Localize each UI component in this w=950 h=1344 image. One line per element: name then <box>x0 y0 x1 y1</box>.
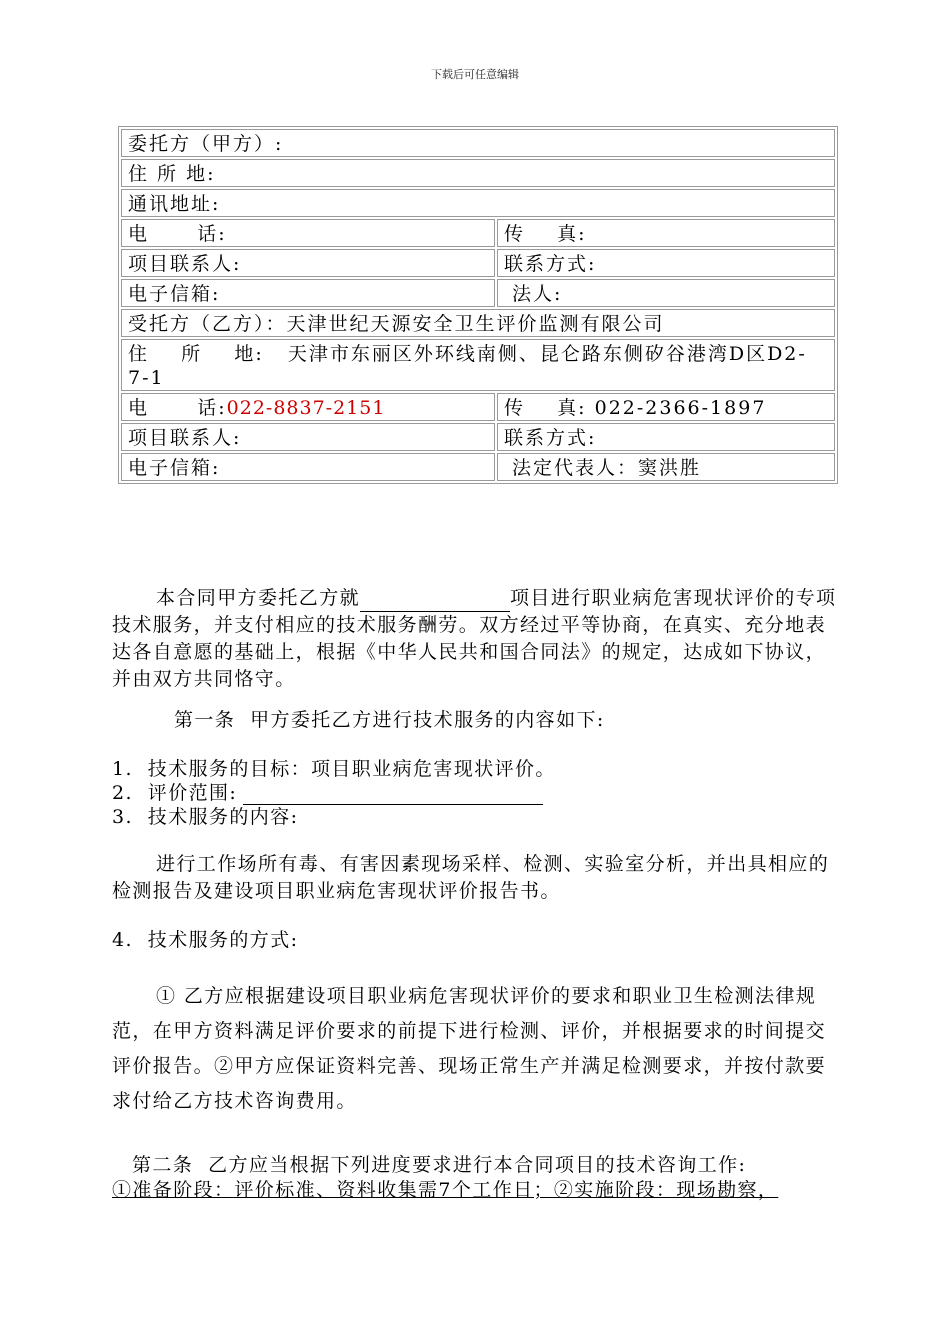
table-row <box>121 339 835 391</box>
party-info-table <box>118 126 838 484</box>
table-row <box>121 423 835 451</box>
content-paragraph: 进行工作场所有毒、有害因素现场采样、检测、实验室分析，并出具相应的检测报告及建设项目职业病危害现状评价报告书。 <box>112 853 830 902</box>
table-row <box>121 159 835 187</box>
table-row <box>121 393 835 421</box>
table-row <box>121 249 835 277</box>
header-note: 下载后可任意编辑 <box>431 68 519 81</box>
article2-line2: ①准备阶段：评价标准、资料收集需7个工作日；②实施阶段：现场勘察， <box>112 1179 779 1201</box>
item-1: 1. 技术服务的目标：项目职业病危害现状评价。 <box>112 758 556 780</box>
intro-after: 项目进行职业病危害现状评价的专项技术服务，并支付相应的技术服务酬劳。双方经过平等协商，在真实、充分地表达各自意愿的基础上，根据《中华人民共和国合同法》的规定，达成如下协议，并由双方共同恪守。 <box>112 587 837 690</box>
item-2-label: 2. 评价范围: <box>112 782 238 804</box>
item-4: 4. 技术服务的方式: <box>112 929 299 951</box>
table-row <box>121 453 835 481</box>
contractor-phone-value: 022-8837-2151 <box>226 397 386 419</box>
client-title: 委托方（甲方）: <box>121 129 835 157</box>
table-row <box>121 279 835 307</box>
client-phone: 电 话: <box>121 219 495 247</box>
method-paragraph: ① 乙方应根据建设项目职业病危害现状评价的要求和职业卫生检测法律规范，在甲方资料满足评价要求的前提下进行检测、评价，并根据要求的时间提交评价报告。②甲方应保证资料完善、现场正常生产并满足检测要求，并按付款要求付给乙方技术咨询费用。 <box>112 985 827 1112</box>
client-fax: 传 真: <box>497 219 835 247</box>
table-row <box>121 309 835 337</box>
intro-before: 本合同甲方委托乙方就 <box>156 587 361 609</box>
contractor-email: 电子信箱: <box>121 453 495 481</box>
contractor-address: 住 所 地: 天津市东丽区外环线南侧、昆仑路东侧矽谷港湾D区D2-7-1 <box>121 339 835 391</box>
contractor-phone <box>121 393 495 421</box>
item-2 <box>112 781 844 805</box>
client-mail-address: 通讯地址: <box>121 189 835 217</box>
contractor-legal-rep: 法定代表人：窦洪胜 <box>497 453 835 481</box>
contractor-contact: 项目联系人: <box>121 423 495 451</box>
contractor-phone-label: 电 话: <box>128 397 227 419</box>
client-email: 电子信箱: <box>121 279 495 307</box>
contractor-contact-method: 联系方式: <box>497 423 835 451</box>
client-contact: 项目联系人: <box>121 249 495 277</box>
project-name-blank <box>360 591 510 612</box>
client-contact-method: 联系方式: <box>497 249 835 277</box>
article2-line1: 第二条 乙方应当根据下列进度要求进行本合同项目的技术咨询工作: <box>132 1154 747 1176</box>
table-row <box>121 219 835 247</box>
scope-blank <box>243 784 543 805</box>
item-3: 3. 技术服务的内容: <box>112 806 299 828</box>
article1-title: 第一条 甲方委托乙方进行技术服务的内容如下: <box>174 709 605 731</box>
client-address: 住 所 地: <box>121 159 835 187</box>
intro-paragraph <box>112 585 844 693</box>
contractor-fax: 传 真: 022-2366-1897 <box>497 393 835 421</box>
contractor-title: 受托方（乙方）：天津世纪天源安全卫生评价监测有限公司 <box>121 309 835 337</box>
table-row <box>121 189 835 217</box>
table-row <box>121 129 835 157</box>
client-legal: 法人: <box>497 279 835 307</box>
